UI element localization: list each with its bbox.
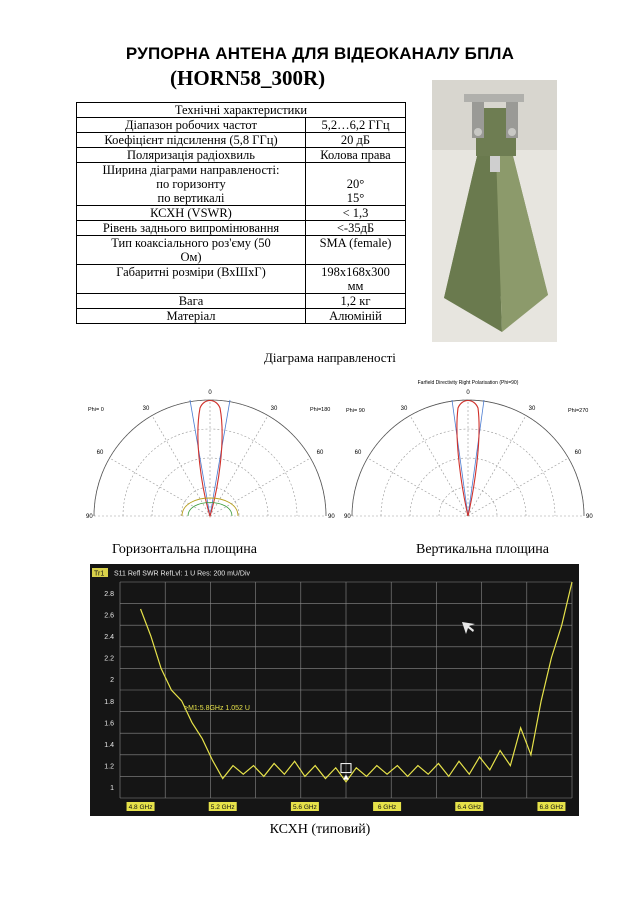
y-tick-label: 1.8 [104,698,114,706]
spec-name-line: Ширина діаграми направленості: [102,163,280,177]
spec-value: 1,2 кг [306,294,406,309]
spec-value-line: 20° [346,177,365,191]
x-tick-label: 5.2 GHz [210,804,235,811]
model-name: (HORN58_300R) [170,66,326,90]
spec-name: Коефіцієнт підсилення (5,8 ГГц) [77,133,306,148]
y-tick-label: 2 [110,677,114,685]
phi-label: Phi=180 [310,407,331,413]
angle-label: 90 [328,514,335,520]
angle-label: 60 [316,450,324,456]
table-row [77,148,406,163]
spec-value: Колова права [306,148,406,163]
marker-readout: >M1:5.8GHz 1.052 U [184,705,250,712]
document-title: РУПОРНА АНТЕНА ДЛЯ ВІДЕОКАНАЛУ БПЛА [125,44,515,63]
vna-header: S11 Refl SWR RefLvl: 1 U Res: 200 mU/Div [114,570,251,578]
vswr-caption: КСХН (типовий) [269,822,371,837]
angle-label: 90 [86,514,93,520]
table-row [77,265,406,294]
angle-label: 30 [142,406,150,412]
phi-label: Phi=270 [568,408,589,414]
spec-name: Поляризація радіохвиль [77,148,306,163]
x-tick-label: 4.8 GHz [128,804,153,811]
phi-label: Phi= 90 [346,408,365,414]
spec-value [306,265,406,294]
spec-value: <-35дБ [306,221,406,236]
y-tick-label: 1.2 [104,763,114,771]
product-photo [432,80,557,342]
vertical-plane-caption: Вертикальна площина [416,542,549,557]
table-row [77,221,406,236]
spec-value: < 1,3 [306,206,406,221]
diagram-title: Діаграма направленості [264,350,396,365]
angle-label: 30 [528,406,536,412]
spec-value-line: 15° [346,191,365,205]
table-row [77,309,406,324]
spec-name [77,236,306,265]
angle-label: 60 [96,450,104,456]
spec-name: Вага [77,294,306,309]
angle-label: 60 [574,450,582,456]
horizontal-plane-caption: Горизонтальна площина [112,542,257,557]
polar-title: Farfield Directivity Right Polarisation (Phi=90) [417,380,519,386]
y-tick-label: 1.6 [104,720,114,728]
y-tick-label: 2.4 [104,634,114,641]
spec-value: 20 дБ [306,133,406,148]
horn-antenna-illustration [432,80,557,342]
spec-value: SMA (female) [306,236,406,265]
y-tick-label: 2.2 [104,655,114,663]
spec-name-line: по горизонту [156,177,226,191]
angle-label: 60 [354,450,362,456]
angle-label: 0 [466,390,470,396]
angle-label: 30 [270,406,278,412]
polar-grid-spoke [210,458,311,516]
spec-value-line: 198x168x300 [321,265,390,279]
spec-name: Рівень заднього випромінювання [77,221,306,236]
vswr-chart [90,564,579,816]
polar-plot-vertical [344,378,594,530]
table-row [77,163,406,206]
polar-plot-horizontal [84,380,334,530]
polar-grid-spoke [110,458,211,516]
spec-value: 5,2…6,2 ГГц [306,118,406,133]
table-row [77,294,406,309]
table-row [77,236,406,265]
spec-name-line: Ом) [180,250,202,264]
polar-grid-spoke [468,458,569,516]
spec-value: Алюміній [306,309,406,324]
table-row [77,118,406,133]
y-tick-label: 1.4 [104,742,114,749]
spec-name [77,163,306,206]
table-row [77,133,406,148]
spec-name: Діапазон робочих частот [77,118,306,133]
spec-name: Габаритні розміри (ВхШхГ) [77,265,306,294]
spec-header: Технічні характеристики [77,103,406,118]
spec-name-line: Тип коаксіального роз'єму (50 [111,236,271,250]
x-tick-label: 6 GHz [377,804,397,811]
angle-label: 30 [400,406,408,412]
angle-label: 90 [586,514,593,520]
polar-grid-spoke [368,458,469,516]
spec-name: КСХН (VSWR) [77,206,306,221]
y-tick-label: 2.8 [104,590,114,598]
spec-name-line: по вертикалі [157,191,225,205]
spec-name: Матеріал [77,309,306,324]
spec-value [306,163,406,206]
y-tick-label: 2.6 [104,612,114,620]
spec-table [76,102,406,324]
phi-label: Phi= 0 [88,407,104,413]
x-tick-label: 5.6 GHz [292,804,317,811]
x-tick-label: 6.4 GHz [457,804,482,811]
table-row [77,206,406,221]
trace-tag: Tr1 [94,570,105,578]
vna-screen [90,564,579,816]
angle-label: 90 [344,514,351,520]
x-tick-label: 6.8 GHz [539,804,564,811]
angle-label: 0 [208,390,212,396]
spec-value-line: мм [347,279,364,293]
y-tick-label: 1 [110,785,114,793]
